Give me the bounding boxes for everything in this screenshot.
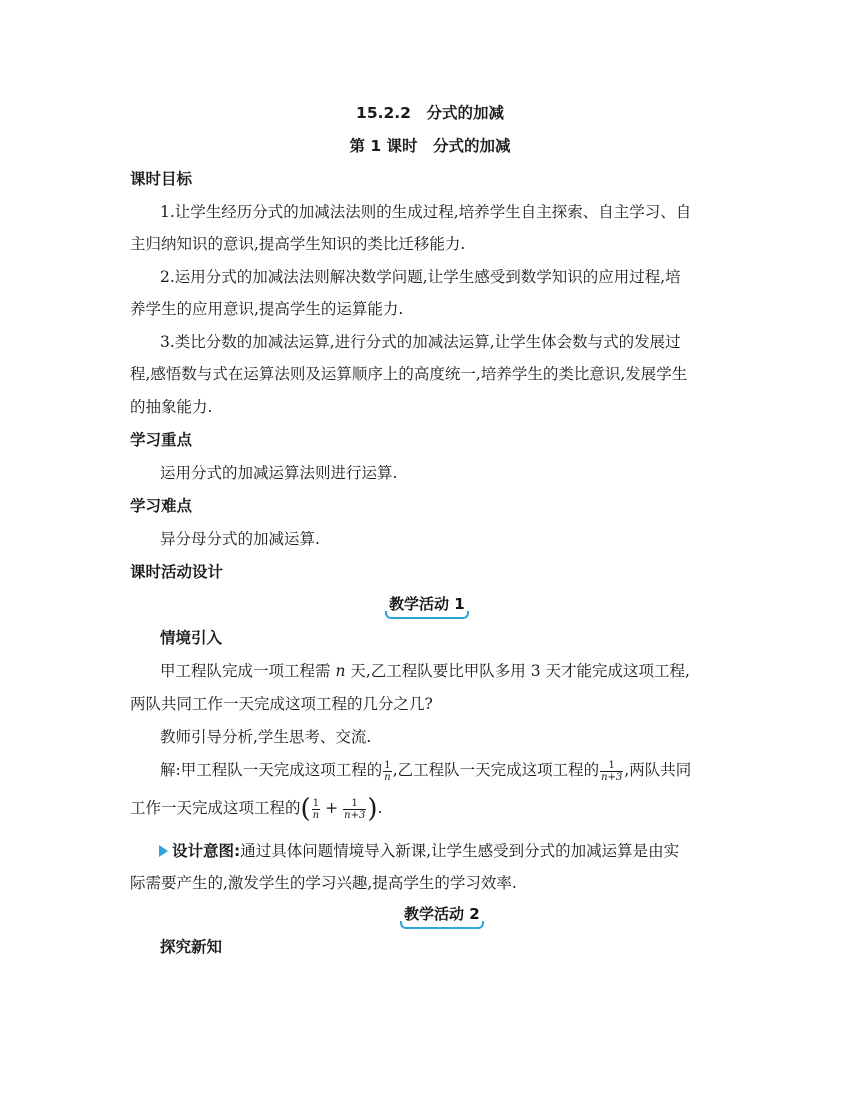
lesson-title: 第 1 课时 分式的加减 (349, 137, 511, 155)
solution-text-c: ,两队共同 (624, 761, 692, 779)
difficulties-text: 异分母分式的加减运算. (160, 530, 320, 548)
solution-text-b: ,乙工程队一天完成这项工程的 (392, 761, 600, 779)
solution-line-2 (130, 794, 383, 824)
fraction-1-over-n-plus-3 (600, 760, 623, 783)
objectives-heading: 课时目标 (130, 170, 193, 188)
problem-variable: n (335, 662, 346, 680)
problem-text-a: 甲工程队完成一项工程需 (160, 662, 336, 680)
objective-2-line-1: 2.运用分式的加减法法则解决数学问题,让学生感受到数学知识的应用过程,培 (160, 268, 681, 286)
objective-3-line-2: 程,感悟数与式在运算法则及运算顺序上的高度统一,培养学生的类比意识,发展学生 (130, 365, 688, 383)
activity-1-label (389, 593, 465, 614)
objective-1-line-2: 主归纳知识的意识,提高学生知识的类比迁移能力. (130, 235, 466, 253)
sum-fraction-2-denominator: n+3 (344, 809, 366, 821)
objective-3-line-3: 的抽象能力. (130, 398, 213, 416)
fraction-1-numerator: 1 (384, 759, 391, 771)
objective-2-line-2: 养学生的应用意识,提高学生的运算能力. (130, 300, 404, 318)
solution-text-a: 解:甲工程队一天完成这项工程的 (160, 761, 383, 779)
objective-3-line-1: 3.类比分数的加减法运算,进行分式的加减法运算,让学生体会数与式的发展过 (160, 333, 681, 351)
design-intent-line-1 (159, 840, 679, 862)
activity-1-underline (385, 611, 469, 619)
sum-fraction-1-numerator: 1 (312, 797, 320, 809)
activity-1-label-text: 教学活动 1 (389, 595, 465, 613)
sum-fraction-2 (343, 798, 366, 821)
design-intent-line-2: 际需要产生的,激发学生的学习兴趣,提高学生的学习效率. (130, 874, 517, 892)
solution-line-2-text: 工作一天完成这项工程的 (130, 799, 301, 817)
key-points-heading: 学习重点 (130, 431, 193, 449)
guide-text: 教师引导分析,学生思考、交流. (160, 728, 372, 746)
activity-2-underline (400, 921, 484, 929)
design-intent-label: 设计意图: (172, 842, 241, 860)
design-heading: 课时活动设计 (130, 563, 224, 581)
solution-period: . (377, 799, 383, 817)
fraction-2-denominator: n+3 (601, 771, 623, 783)
activity-2-label (404, 903, 480, 924)
fraction-1-denominator: n (384, 771, 391, 783)
triangle-marker-icon (159, 845, 168, 857)
plus-sign: + (325, 799, 339, 817)
design-intent-text: 通过具体问题情境导入新课,让学生感受到分式的加减运算是由实 (240, 842, 680, 860)
problem-text-b: 天,乙工程队要比甲队多用 3 天才能完成这项工程, (345, 662, 690, 680)
left-paren: ( (300, 794, 311, 824)
key-points-text: 运用分式的加减运算法则进行运算. (160, 464, 398, 482)
sum-fraction-1 (312, 798, 320, 821)
section-title: 15.2.2 分式的加减 (356, 104, 504, 122)
fraction-1-over-n (383, 760, 391, 783)
difficulties-heading: 学习难点 (130, 497, 193, 515)
problem-line-2: 两队共同工作一天完成这项工程的几分之几? (130, 695, 433, 713)
solution-line-1 (160, 759, 691, 783)
activity-2-subheading: 探究新知 (160, 938, 223, 956)
fraction-2-numerator: 1 (600, 760, 623, 772)
right-paren: ) (367, 794, 378, 824)
activity-1-subheading: 情境引入 (160, 629, 223, 647)
sum-fraction-2-numerator: 1 (343, 798, 366, 810)
problem-line-1 (160, 660, 690, 682)
objective-1-line-1: 1.让学生经历分式的加减法法则的生成过程,培养学生自主探索、自主学习、自 (160, 203, 692, 221)
sum-fraction-1-denominator: n (312, 809, 320, 821)
activity-2-label-text: 教学活动 2 (404, 905, 480, 923)
